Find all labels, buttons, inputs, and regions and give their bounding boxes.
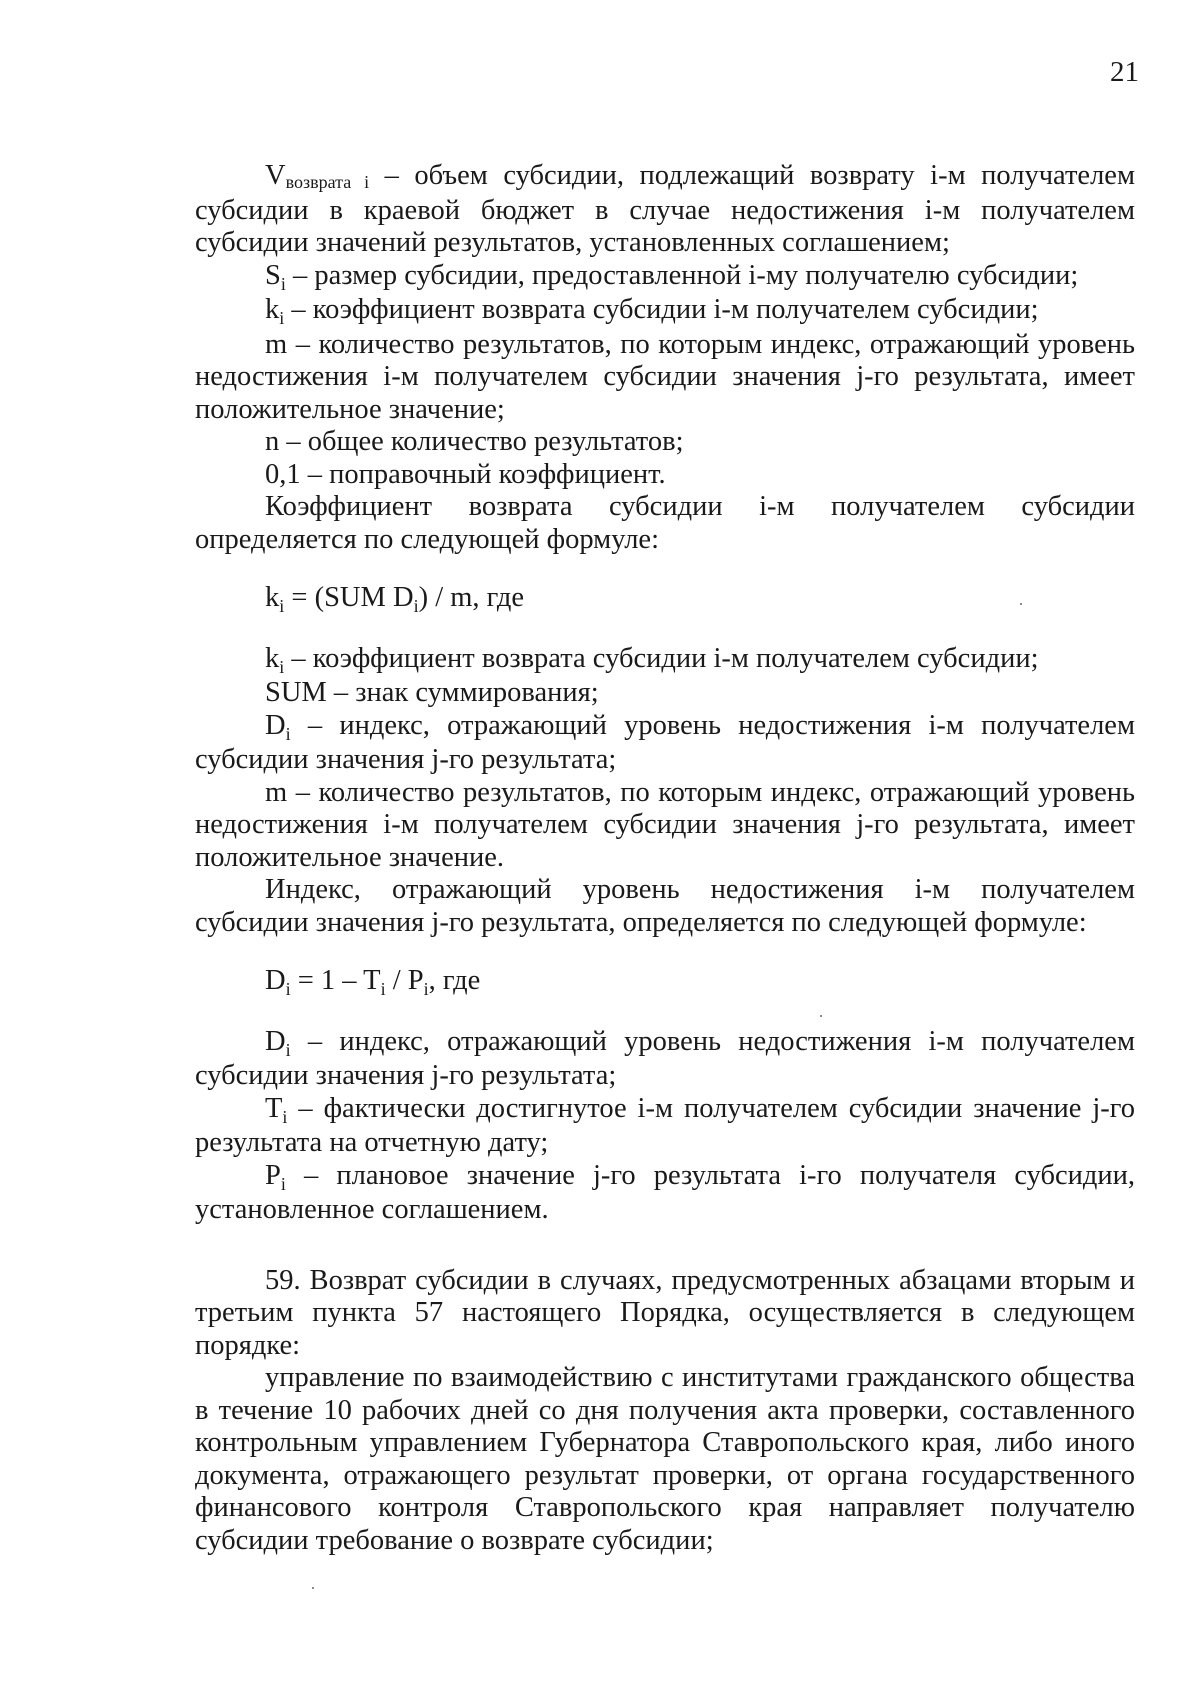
subscript: i	[280, 273, 286, 294]
definition-text: – коэффициент возврата субсидии i-м получателем субсидии;	[284, 642, 1039, 674]
formula-ki	[195, 582, 1135, 617]
scan-speck	[820, 1015, 822, 1017]
scan-speck	[312, 1587, 314, 1589]
subscript: i	[285, 979, 291, 999]
definition-ti	[195, 1093, 1135, 1160]
definition-text: – размер субсидии, предоставленной i-му получателю субсидии;	[285, 259, 1079, 291]
definition-si	[195, 260, 1135, 295]
subscript: i	[279, 596, 285, 616]
definition-text: – плановое значение j-го результата i-го получателя субсидии, установленное соглашением.	[195, 1159, 1135, 1225]
definition-sum: SUM – знак суммирования;	[265, 677, 599, 708]
symbol: T	[265, 1092, 283, 1124]
symbol: k	[265, 294, 280, 325]
formula-part: / P	[385, 965, 424, 996]
definition-di-2	[195, 1026, 1135, 1093]
paragraph-59: 59. Возврат субсидии в случаях, предусмотренных абзацами вторым и третьим пункта 57 настоящего Порядка, осуществляется в следующем порядке:	[195, 1264, 1135, 1361]
subscript: возврата i	[285, 172, 370, 192]
definition-m-2: m – количество результатов, по которым индекс, отражающий уровень недостижения i-м получателем субсидии значения j-го результата, имеет положительное значение.	[195, 776, 1135, 873]
definition-m: m – количество результатов, по которым индекс, отражающий уровень недостижения i-м получателем субсидии значения j-го результата, имеет положительное значение;	[195, 328, 1135, 425]
definition-text: – коэффициент возврата субсидии i-м получателем субсидии;	[284, 294, 1039, 325]
subscript: i	[279, 308, 285, 328]
subscript: i	[413, 596, 419, 616]
formula-part: , где	[428, 965, 481, 996]
formula-part: = (SUM D	[284, 582, 414, 613]
subscript: i	[282, 1106, 288, 1127]
symbol: D	[265, 709, 286, 741]
symbol: P	[265, 1159, 281, 1191]
formula-part: = 1 – T	[290, 965, 381, 996]
symbol: S	[265, 259, 281, 291]
subscript: i	[380, 979, 386, 999]
paragraph-59-subitem: управление по взаимодействию с институтами гражданского общества в течение 10 рабочих дней со дня получения акта проверки, составленного контрольным управлением Губернатора Ставропольского края, либо иного документа, отражающего результат проверки, от органа государственного финансового контроля Ставропольского края направляет получателю субсидии требование о возврате субсидии;	[195, 1362, 1135, 1556]
definition-di	[195, 710, 1135, 777]
definition-correction: 0,1 – поправочный коэффициент.	[265, 458, 666, 490]
formula-di	[195, 965, 1135, 1000]
definition-text: – индекс, отражающий уровень недостижения i-м получателем субсидии значения j-го результата;	[195, 709, 1135, 775]
formula-symbol: k	[265, 582, 280, 613]
formula-part: ) / m, где	[418, 582, 525, 613]
coefficient-intro: Коэффициент возврата субсидии i-м получателем субсидии определяется по следующей формуле:	[195, 491, 1135, 555]
scan-speck	[1020, 603, 1022, 605]
symbol: V	[265, 160, 286, 191]
symbol: k	[265, 642, 280, 674]
definition-text: – фактически достигнутое i-м получателем субсидии значение j-го результата на отчетную дату;	[195, 1092, 1135, 1158]
definition-ki-2	[195, 643, 1135, 678]
definition-text: – индекс, отражающий уровень недостижения i-м получателем субсидии значения j-го результата;	[195, 1025, 1135, 1091]
definition-v-return	[195, 160, 1135, 260]
formula-symbol: D	[265, 965, 286, 996]
subscript: i	[285, 723, 291, 744]
page-number: 21	[1110, 56, 1139, 88]
definition-pi	[195, 1160, 1135, 1227]
definition-text: – объем субсидии, подлежащий возврату i-м получателем субсидии в краевой бюджет в случае недостижения i-м получателем субсидии значений результатов, установленных соглашением;	[195, 160, 1135, 258]
document-body	[195, 160, 1135, 1557]
symbol: D	[265, 1025, 286, 1057]
index-intro: Индекс, отражающий уровень недостижения i-м получателем субсидии значения j-го результата, определяется по следующей формуле:	[195, 874, 1135, 938]
subscript: i	[423, 979, 429, 999]
definition-n: n – общее количество результатов;	[265, 426, 684, 457]
definition-ki	[195, 294, 1135, 329]
subscript: i	[279, 656, 285, 677]
subscript: i	[280, 1173, 286, 1194]
subscript: i	[285, 1039, 291, 1060]
